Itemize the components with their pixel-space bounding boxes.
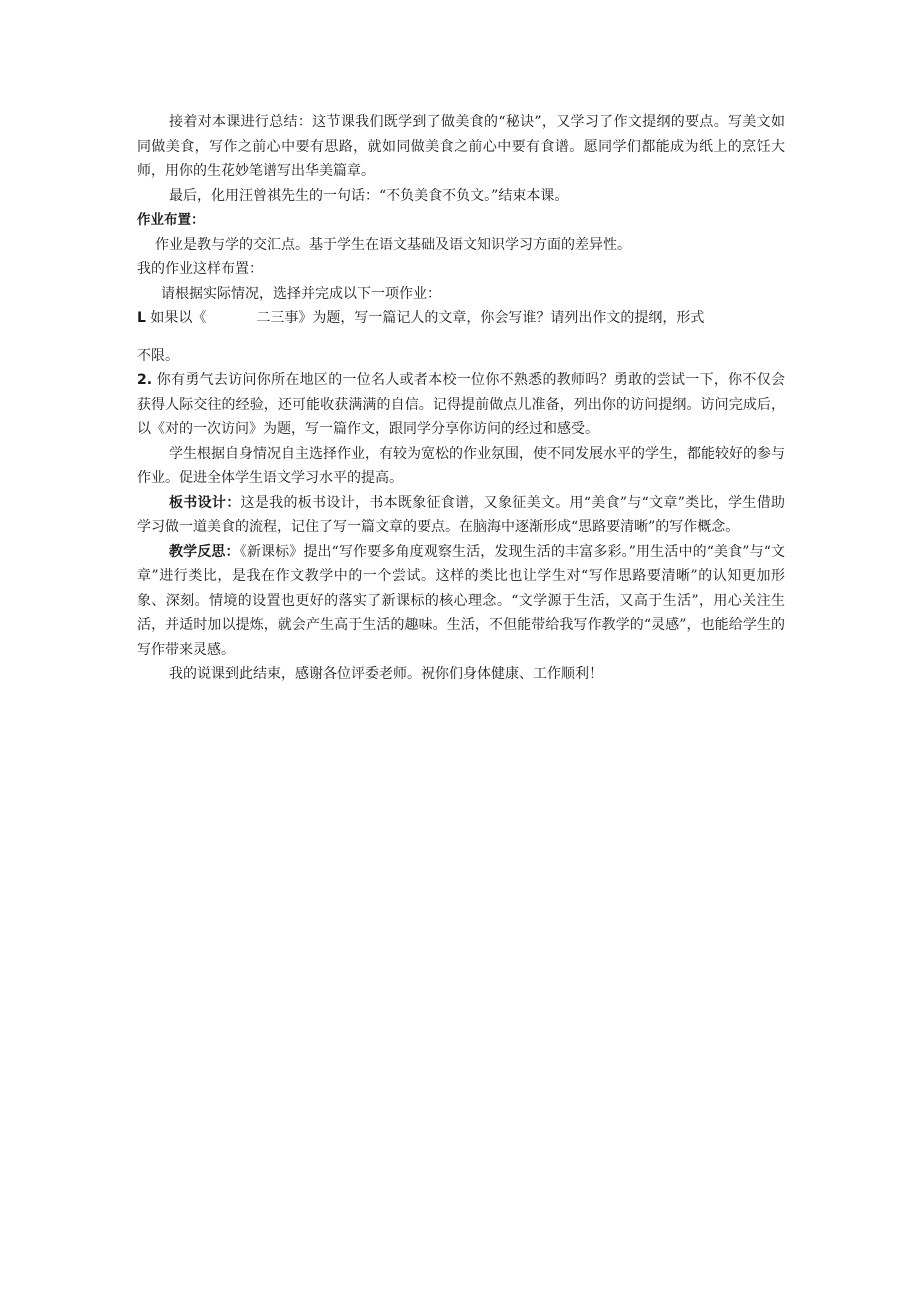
- homework-item-1-continuation: 不限。: [137, 347, 179, 364]
- homework-heading: 作业布置：: [137, 212, 205, 228]
- board-design-paragraph: [137, 491, 785, 540]
- item-1-text-part2: 二三事》为题，写一篇记人的文章，你会写谁？请列出作文的提纲，形式: [256, 310, 705, 326]
- summary-paragraph: 接着对本课进行总结：这节课我们既学到了做美食的“秘诀”，又学习了作文提纲的要点。写美文如同做美食，写作之前心中要有思路，就如同做美食之前心中要有食谱。愿同学们都能成为纸上的烹饪大师，用你的生花妙笔谱写出华美篇章。: [137, 114, 785, 179]
- ending-paragraph: 我的说课到此结束，感谢各位评委老师。祝你们身体健康、工作顺利！: [169, 666, 603, 682]
- teaching-reflection-text: 《新课标》提出“写作要多角度观察生活，发现生活的丰富多彩。”用生活中的“美食”与“文章”进行类比，是我在作文教学中的一个尝试。这样的类比也让学生对“写作思路要清晰”的认知更加形象、深刻。情境的设置也更好的落实了新课标的核心理念。“文学源于生活，又高于生活”，用心关注生活，并适时加以提炼，就会产生高于生活的趣味。生活，不但能带给我写作教学的“灵感”，也能给学生的写作带来灵感。: [137, 543, 786, 658]
- homework-arrangement-line: 我的作业这样布置：: [137, 261, 263, 277]
- homework-note-paragraph: 学生根据自身情况自主选择作业，有较为宽松的作业氛围，使不同发展水平的学生，都能较好的参与作业。促进全体学生语文学习水平的提高。: [137, 445, 785, 486]
- homework-intro-paragraph: 作业是教与学的交汇点。基于学生在语文基础及语文知识学习方面的差异性。: [155, 236, 631, 253]
- teaching-reflection-paragraph: [137, 540, 785, 663]
- homework-item-2: [137, 368, 785, 442]
- closing-quote-paragraph: 最后，化用汪曾祺先生的一句话：“不负美食不负文。”结束本课。: [169, 187, 569, 204]
- document-body: [137, 110, 785, 687]
- item-1-number: L: [137, 310, 146, 326]
- item-2-number: 2.: [137, 372, 153, 388]
- board-design-label: 板书设计：: [169, 494, 241, 511]
- homework-item-1: [137, 306, 785, 331]
- homework-instruction-line: 请根据实际情况，选择并完成以下一项作业：: [161, 285, 441, 302]
- board-design-text: 这是我的板书设计，书本既象征食谱，又象征美文。用“美食”与“文章”类比，学生借助学习做一道美食的流程，记住了写一篇文章的要点。在脑海中逐渐形成“思路要清晰”的写作概念。: [137, 494, 785, 535]
- item-2-text: 你有勇气去访问你所在地区的一位名人或者本校一位你不熟悉的教师吗？勇敢的尝试一下，你不仅会获得人际交往的经验，还可能收获满满的自信。记得提前做点儿准备，列出你的访问提纲。访问完成后，以《对的一次访问》为题，写一篇作文，跟同学分享你访问的经过和感受。: [137, 372, 785, 437]
- item-1-text-part1: 如果以《: [150, 310, 207, 326]
- teaching-reflection-label: 教学反思：: [169, 543, 240, 560]
